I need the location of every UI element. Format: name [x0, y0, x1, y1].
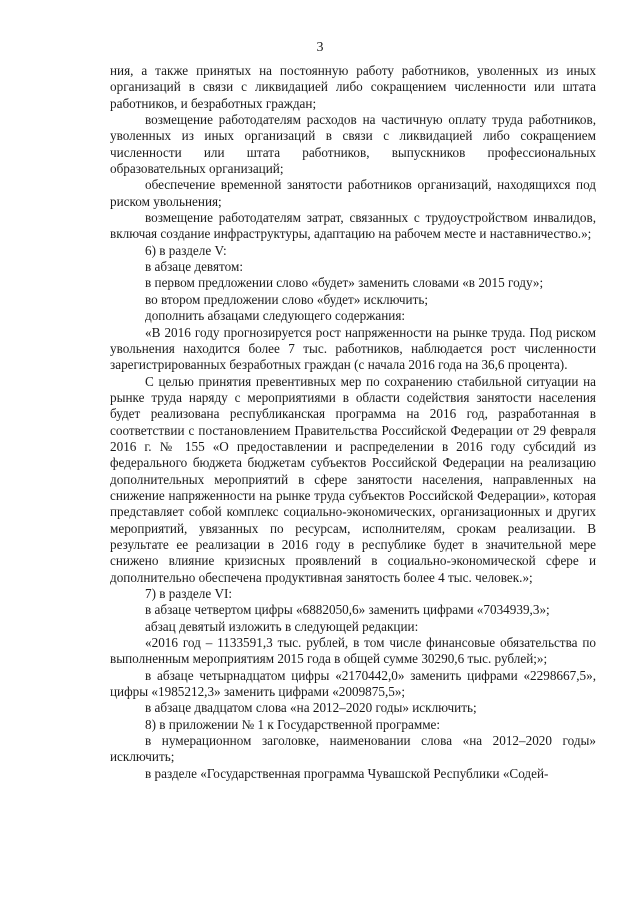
paragraph: ния, а также принятых на постоянную работу работников, уволенных из иных организаций в связи с ликвидацией либо сокращением численности или штата работников, и безработных граждан;	[110, 63, 596, 111]
paragraph: 8) в приложении № 1 к Государственной программе:	[145, 716, 441, 732]
paragraph: «2016 год – 1133591,3 тыс. рублей, в том числе финансовые обязательства по выполненным мероприятиям 2015 года в общей сумме 30290,6 тыс. рублей;»;	[110, 635, 596, 667]
paragraph: обеспечение временной занятости работников организаций, находящихся под риском увольнения;	[110, 177, 596, 209]
paragraph: в абзаце двадцатом слова «на 2012–2020 годы» исключить;	[145, 700, 477, 716]
paragraph: абзац девятый изложить в следующей редакции:	[145, 618, 419, 634]
paragraph: возмещение работодателям расходов на частичную оплату труда работников, уволенных из иных организаций в связи с ликвидацией либо сокращением численности или штата работников, выпускников профессиональных образовательных организаций;	[110, 112, 596, 177]
document-body	[110, 63, 596, 782]
paragraph: 7) в разделе VI:	[145, 586, 233, 601]
paragraph: во втором предложении слово «будет» исключить;	[145, 291, 429, 307]
paragraph: возмещение работодателям затрат, связанных с трудоустройством инвалидов, включая создание инфраструктуры, адаптацию на рабочем месте и наставничество.»;	[110, 210, 596, 242]
paragraph: «В 2016 году прогнозируется рост напряженности на рынке труда. Под риском увольнения находится более 7 тыс. работников, наблюдается рост численности зарегистрированных безработных граждан (с начала 2016 года на 36,6 процента).	[110, 324, 596, 373]
paragraph: в первом предложении слово «будет» заменить словами «в 2015 году»;	[145, 275, 544, 291]
paragraph: в разделе «Государственная программа Чувашской Республики «Содей-	[145, 765, 549, 781]
paragraph: в нумерационном заголовке, наименовании слова «на 2012–2020 годы» исключить;	[110, 733, 596, 765]
paragraph: в абзаце девятом:	[145, 259, 243, 275]
paragraph: в абзаце четырнадцатом цифры «2170442,0» заменить цифрами «2298667,5», цифры «1985212,3» заменить цифрами «2009875,5»;	[110, 667, 596, 700]
page-number: 3	[316, 40, 324, 55]
paragraph: дополнить абзацами следующего содержания:	[145, 308, 406, 324]
paragraph: 6) в разделе V:	[145, 242, 227, 258]
paragraph: С целью принятия превентивных мер по сохранению стабильной ситуации на рынке труда наряду с мероприятиями в области содействия занятости населения будет реализована республиканская программа на 2016 год, разработанная в соответствии с постановлением Правительства Российской Федерации от 29 февраля 2016 г. № 155 «О предоставлении и распределении в 2016 году субсидий из федерального бюджета бюджетам субъектов Российской Федерации на реализацию дополнительных мероприятий в сфере занятости населения, направленных на снижение напряженности на рынке труда субъектов Российской Федерации», которая представляет собой комплекс социально-экономических, организационных и других мероприятий, увязанных по ресурсам, исполнителям, срокам реализации. В результате ее реализации в 2016 году в республике будет в значительной мере снижено влияние кризисных проявлений в социально-экономической сфере и дополнительно обеспечена продуктивная занятость более 4 тыс. человек.»;	[110, 373, 596, 585]
paragraph: в абзаце четвертом цифры «6882050,6» заменить цифрами «7034939,3»;	[145, 602, 550, 618]
